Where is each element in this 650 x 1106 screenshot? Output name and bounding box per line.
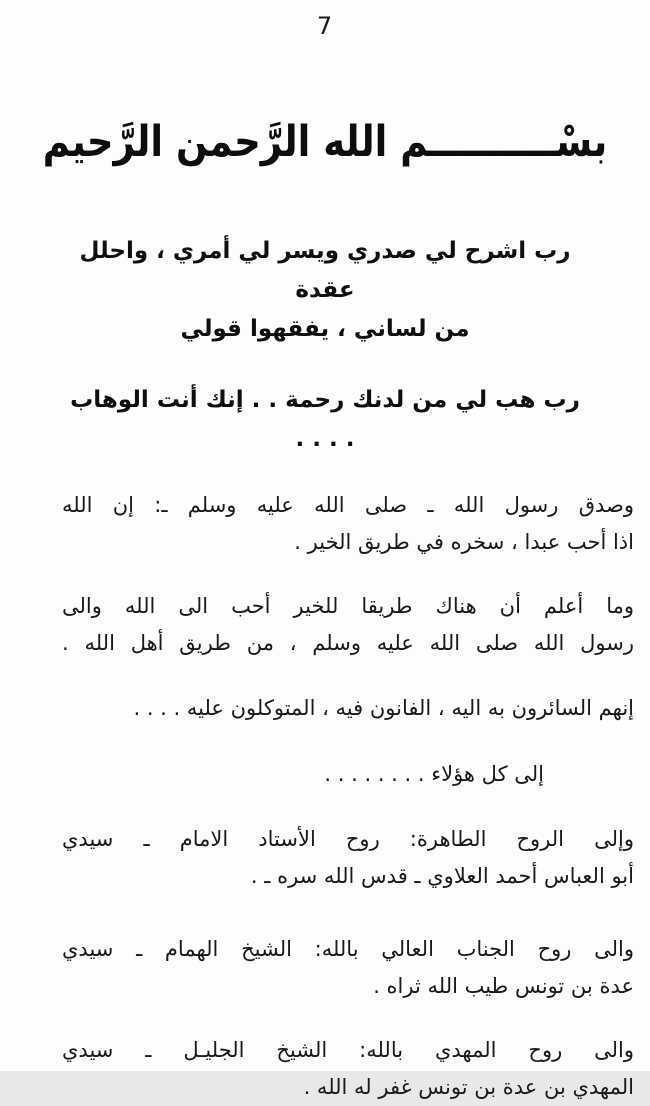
paragraph-dedication-adda	[0, 931, 650, 1005]
sairun-line: إنهم السائرون به اليه ، الفانون فيه ، المتوكلون عليه . . . .	[133, 696, 634, 720]
hadith-line-2: اذا أحب عبدا ، سخره في طريق الخير .	[294, 530, 634, 554]
paragraph-dedication-mahdi	[0, 1032, 650, 1106]
paragraph-ila-kull	[0, 756, 650, 793]
tariq-line-1: وما أعلم أن هناك طريقا للخير أحب الى الله والى	[62, 594, 634, 618]
bismillah-text: بسْــــــــــم الله الرَّحمن الرَّحيم	[42, 116, 608, 166]
hadith-line-1: وصدق رسول الله ـ صلى الله عليه وسلم ـ: إن الله	[62, 493, 634, 517]
tariq-line-2: رسول الله صلى الله عليه وسلم ، من طريق أهل الله .	[62, 631, 634, 655]
mahdi-line-2: المهدي بن عدة بن تونس غفر له الله .	[303, 1075, 634, 1099]
mahdi-line-1: والى روح المهدي بالله: الشيخ الجليـل ـ سيدي	[62, 1038, 634, 1062]
bismillah-calligraphy	[0, 86, 650, 196]
ila-kull-line: إلى كل هؤلاء . . . . . . . .	[324, 762, 544, 786]
paragraph-hadith	[0, 487, 650, 561]
wahhab-line: رب هب لي من لدنك رحمة . . إنك أنت الوهاب . . . .	[70, 387, 580, 452]
alawi-line-1: وإلى الروح الطاهرة: روح الأستاد الامام ـ سيدي	[62, 827, 634, 851]
alawi-line-2: أبو العباس أحمد العلاوي ـ قدس الله سره ـ .	[250, 864, 634, 888]
paragraph-dedication-alawi	[0, 821, 650, 895]
paragraph-tariq-khayr	[0, 588, 650, 662]
paragraph-wahhab-dua	[0, 381, 650, 459]
dua-line-1: رب اشرح لي صدري ويسر لي أمري ، واحلل عقدة	[79, 238, 571, 303]
dua-line-2: من لساني ، يفقهوا قولي	[180, 316, 470, 342]
adda-line-2: عدة بن تونس طيب الله ثراه .	[373, 974, 634, 998]
page-number: 7	[316, 12, 334, 40]
paragraph-sairun	[0, 690, 650, 727]
adda-line-1: والى روح الجناب العالي بالله: الشيخ الهمام ـ سيدي	[62, 937, 634, 961]
paragraph-opening-dua	[0, 232, 650, 349]
